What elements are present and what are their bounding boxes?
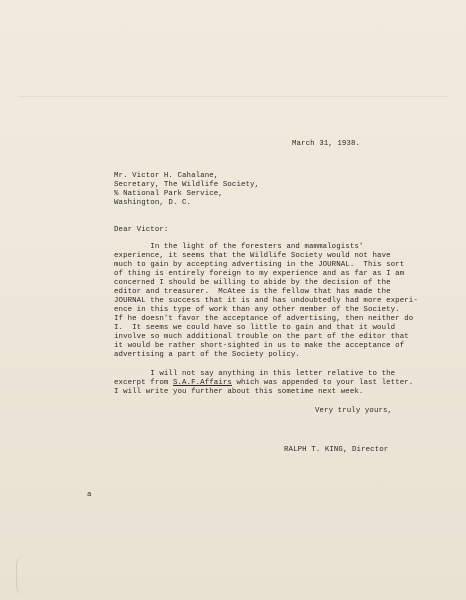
address-line-3: % National Park Service, [114, 190, 223, 198]
signature-block: RALPH T. KING, Director [284, 446, 389, 454]
body-line: editor and treasurer. McAtee is the fellow that has made the [114, 288, 391, 296]
body-line: ence in this type of work than any other member of the Society. [114, 306, 400, 314]
paper-edge-mark [16, 555, 37, 595]
body-line [114, 379, 413, 388]
address-line-1: Mr. Victor H. Cahalane, [114, 172, 219, 180]
body-line: I will not say anything in this letter relative to the [114, 370, 396, 378]
body-line: it would be rather short-sighted in us to make the acceptance of [114, 342, 405, 350]
body-line: I. It seems we could have so little to gain and that it would [114, 324, 396, 332]
body-line: experience, it seems that the Wildlife Society would not have [114, 252, 391, 260]
body-line: I will write you further about this sometime next week. [114, 388, 364, 396]
body-text: which was appended to your last letter. [231, 379, 414, 387]
complimentary-closing: Very truly yours, [315, 407, 393, 415]
body-line: concerned I should be willing to abide by the decision of the [114, 279, 391, 287]
body-line: of thing is entirely foreign to my experience and as far as I am [114, 270, 405, 278]
letter-date: March 31, 1938. [292, 140, 361, 148]
body-text: excerpt from [114, 379, 173, 387]
body-line: much to gain by accepting advertising in the JOURNAL. This sort [114, 261, 405, 269]
body-line: JOURNAL the success that it is and has undoubtedly had more experi- [114, 297, 418, 305]
body-line: involve so much additional trouble on the part of the editor that [114, 333, 409, 341]
salutation: Dear Victor: [114, 226, 169, 234]
body-line: advertising a part of the Society policy. [114, 351, 300, 359]
body-line: If he doesn't favor the acceptance of advertising, then neither do [114, 315, 414, 323]
paper-fold-line [18, 96, 448, 97]
body-line: In the light of the foresters and mammalogists' [114, 243, 364, 251]
address-line-2: Secretary, The Wildlife Society, [114, 181, 260, 189]
address-line-4: Washington, D. C. [114, 199, 192, 207]
publication-title: S.A.F.Affairs [172, 379, 232, 387]
typist-initials: a [87, 491, 92, 499]
